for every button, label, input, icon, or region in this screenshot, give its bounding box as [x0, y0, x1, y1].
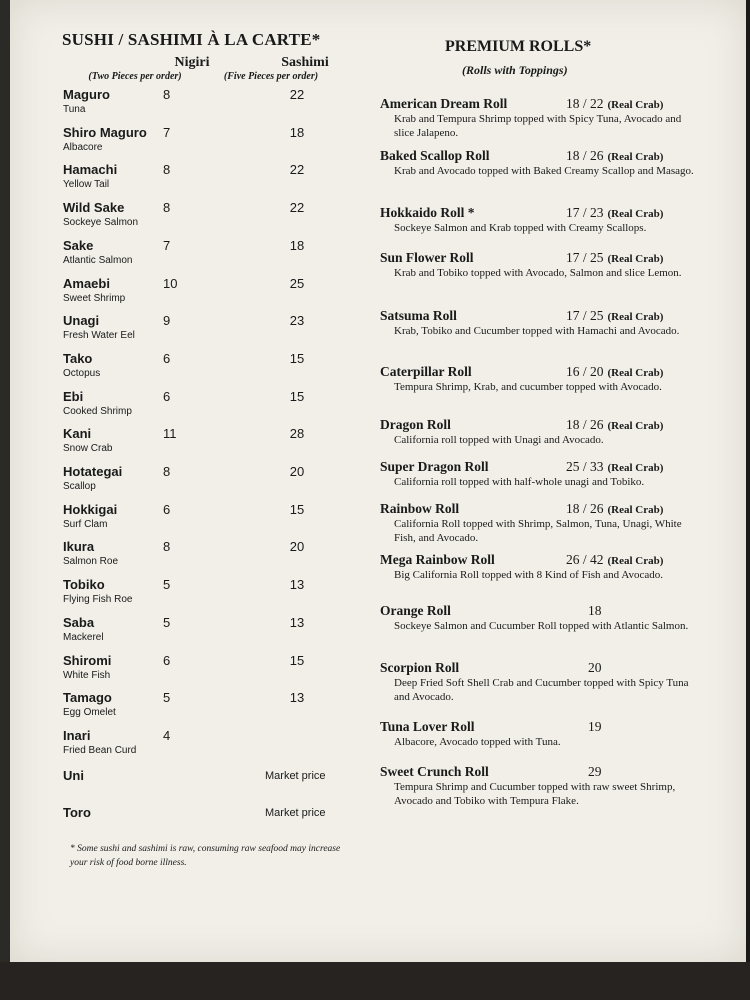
sushi-item: [63, 615, 353, 651]
roll-name: American Dream Roll: [380, 96, 508, 111]
real-crab-label: (Real Crab): [607, 151, 664, 163]
roll-price-value: 18: [588, 603, 602, 618]
sushi-english-name: Fried Bean Curd: [63, 745, 137, 756]
real-crab-label: (Real Crab): [607, 462, 664, 474]
raw-seafood-disclaimer: * Some sushi and sashimi is raw, consuming raw seafood may increase your risk of food borne illness.: [70, 844, 341, 868]
roll-description: Sockeye Salmon and Krab topped with Creamy Scallops.: [394, 222, 647, 234]
roll-price: [566, 148, 663, 164]
sushi-english-name: Tuna: [63, 104, 86, 115]
sushi-item: [63, 238, 353, 274]
nigiri-price: 6: [163, 389, 171, 404]
nigiri-subheader: (Two Pieces per order): [88, 71, 182, 82]
roll-description: California Roll topped with Shrimp, Salmon, Tuna, Unagi, White Fish, and Avocado.: [394, 518, 682, 544]
roll-price: [566, 552, 663, 568]
roll-price-value: 18 / 26: [566, 417, 604, 432]
nigiri-price: 9: [163, 313, 171, 328]
roll-description: Krab and Tempura Shrimp topped with Spicy Tuna, Avocado and slice Jalapeno.: [394, 113, 682, 139]
rolls-section-title: PREMIUM ROLLS*: [445, 38, 592, 55]
roll-price: [588, 719, 602, 735]
sushi-name: Hokkigai: [63, 502, 118, 517]
sushi-name: Inari: [63, 728, 91, 743]
nigiri-price: 6: [163, 502, 171, 517]
roll-name: Baked Scallop Roll: [380, 148, 490, 163]
roll-price-value: 18 / 22: [566, 96, 604, 111]
sushi-item: [63, 389, 353, 425]
nigiri-price: 7: [163, 238, 171, 253]
roll-description: Krab, Tobiko and Cucumber topped with Hamachi and Avocado.: [394, 325, 680, 337]
sushi-name: Unagi: [63, 313, 100, 328]
nigiri-price: 6: [163, 653, 171, 668]
sushi-english-name: Cooked Shrimp: [63, 406, 132, 417]
roll-price-value: 26 / 42: [566, 552, 604, 567]
sushi-item: [63, 162, 353, 198]
sushi-item: [63, 426, 353, 462]
sushi-item: [63, 87, 353, 123]
sashimi-price: 15: [289, 653, 305, 668]
sushi-english-name: Scallop: [63, 481, 96, 492]
roll-description: Albacore, Avocado topped with Tuna.: [394, 736, 561, 748]
sushi-name: Ikura: [63, 539, 95, 554]
roll-description: California roll topped with half-whole unagi and Tobiko.: [394, 476, 645, 488]
sushi-name: Tobiko: [63, 577, 105, 592]
sushi-english-name: Fresh Water Eel: [63, 330, 135, 341]
sushi-english-name: Salmon Roe: [63, 556, 119, 567]
sushi-name: Ebi: [63, 389, 84, 404]
sushi-english-name: Mackerel: [63, 632, 104, 643]
roll-price: [566, 501, 663, 517]
sushi-item: [63, 276, 353, 312]
sushi-english-name: Egg Omelet: [63, 707, 116, 718]
sushi-name: Shiromi: [63, 653, 112, 668]
sashimi-price: 28: [289, 426, 305, 441]
nigiri-price: 6: [163, 351, 171, 366]
roll-description: California roll topped with Unagi and Avocado.: [394, 434, 604, 446]
sashimi-price: 15: [289, 389, 305, 404]
sashimi-price: 23: [289, 313, 305, 328]
roll-description: Deep Fried Soft Shell Crab and Cucumber topped with Spicy Tuna and Avocado.: [394, 677, 689, 703]
roll-price-value: 17 / 25: [566, 250, 604, 265]
roll-price: [566, 417, 663, 433]
nigiri-price: 8: [163, 464, 171, 479]
sashimi-price: 20: [289, 539, 305, 554]
sashimi-price: 18: [289, 238, 305, 253]
roll-name: Mega Rainbow Roll: [380, 552, 495, 567]
roll-description: Big California Roll topped with 8 Kind of Fish and Avocado.: [394, 569, 663, 581]
roll-price-value: 18 / 26: [566, 148, 604, 163]
sushi-item: [63, 502, 353, 538]
sushi-item: [63, 200, 353, 236]
sushi-name: Tako: [63, 351, 93, 366]
nigiri-price: 8: [163, 162, 171, 177]
market-price: Market price: [265, 807, 326, 819]
sushi-name: Uni: [63, 768, 84, 783]
sushi-item: [63, 351, 353, 387]
roll-price: [588, 660, 602, 676]
sashimi-price: 22: [289, 162, 305, 177]
sashimi-price: 15: [289, 502, 305, 517]
roll-name: Dragon Roll: [380, 417, 451, 432]
roll-price-value: 16 / 20: [566, 364, 604, 379]
roll-name: Scorpion Roll: [380, 660, 460, 675]
sushi-item: [63, 125, 353, 161]
sushi-item: [63, 653, 353, 689]
nigiri-price: 8: [163, 539, 171, 554]
sashimi-price: 18: [289, 125, 305, 140]
sashimi-header: Sashimi: [281, 55, 329, 70]
sushi-english-name: White Fish: [63, 670, 111, 681]
sushi-english-name: Sweet Shrimp: [63, 293, 126, 304]
roll-price-value: 17 / 25: [566, 308, 604, 323]
nigiri-price: 10: [163, 276, 178, 291]
roll-name: Orange Roll: [380, 603, 451, 618]
sushi-english-name: Albacore: [63, 142, 103, 153]
nigiri-price: 8: [163, 200, 171, 215]
sushi-name: Maguro: [63, 87, 110, 102]
roll-name: Satsuma Roll: [380, 308, 457, 323]
binder-edge: [0, 0, 10, 962]
sushi-english-name: Flying Fish Roe: [63, 594, 133, 605]
sashimi-price: 15: [289, 351, 305, 366]
roll-name: Hokkaido Roll *: [380, 205, 475, 220]
sushi-name: Hotategai: [63, 464, 123, 479]
market-price: Market price: [265, 770, 326, 782]
sushi-name: Tamago: [63, 690, 112, 705]
menu-page: [10, 0, 746, 962]
real-crab-label: (Real Crab): [607, 253, 664, 265]
roll-price: [566, 250, 663, 266]
nigiri-price: 11: [163, 426, 177, 441]
roll-name: Rainbow Roll: [380, 501, 460, 516]
roll-description: Krab and Tobiko topped with Avocado, Salmon and slice Lemon.: [394, 267, 682, 279]
sushi-item: [63, 577, 353, 613]
sushi-english-name: Snow Crab: [63, 443, 113, 454]
nigiri-price: 7: [163, 125, 171, 140]
roll-price-value: 25 / 33: [566, 459, 604, 474]
sashimi-price: 13: [289, 615, 305, 630]
sushi-english-name: Surf Clam: [63, 519, 108, 530]
roll-price-value: 20: [588, 660, 602, 675]
sushi-name: Kani: [63, 426, 92, 441]
sushi-english-name: Atlantic Salmon: [63, 255, 133, 266]
roll-name: Tuna Lover Roll: [380, 719, 475, 734]
real-crab-label: (Real Crab): [607, 208, 664, 220]
real-crab-label: (Real Crab): [607, 504, 664, 516]
sushi-item: [63, 539, 353, 575]
nigiri-price: 5: [163, 690, 171, 705]
sashimi-price: 22: [289, 200, 305, 215]
roll-price-value: 29: [588, 764, 602, 779]
sushi-english-name: Yellow Tail: [63, 179, 110, 190]
roll-price-value: 19: [588, 719, 602, 734]
market-item: [63, 768, 353, 804]
nigiri-price: 4: [163, 728, 171, 743]
roll-description: Krab and Avocado topped with Baked Creamy Scallop and Masago.: [394, 165, 694, 177]
roll-description: Tempura Shrimp and Cucumber topped with raw sweet Shrimp, Avocado and Tobiko with Tempura Flake.: [394, 781, 676, 807]
sushi-english-name: Octopus: [63, 368, 101, 379]
sushi-english-name: Sockeye Salmon: [63, 217, 139, 228]
sushi-name: Shiro Maguro: [63, 125, 147, 140]
table-surface: [0, 962, 750, 1000]
sushi-item: [63, 464, 353, 500]
real-crab-label: (Real Crab): [607, 311, 664, 323]
roll-description: Sockeye Salmon and Cucumber Roll topped with Atlantic Salmon.: [394, 620, 689, 632]
sushi-name: Saba: [63, 615, 95, 630]
sushi-item: [63, 313, 353, 349]
sushi-item: [63, 728, 353, 764]
sushi-name: Hamachi: [63, 162, 118, 177]
sushi-name: Wild Sake: [63, 200, 125, 215]
sushi-section-title: SUSHI / SASHIMI À LA CARTE*: [62, 30, 321, 49]
real-crab-label: (Real Crab): [607, 420, 664, 432]
sushi-name: Sake: [63, 238, 94, 253]
sushi-name: Toro: [63, 805, 91, 820]
nigiri-price: 5: [163, 615, 171, 630]
roll-price-value: 18 / 26: [566, 501, 604, 516]
sushi-item: [63, 690, 353, 726]
real-crab-label: (Real Crab): [607, 555, 664, 567]
real-crab-label: (Real Crab): [607, 367, 664, 379]
roll-name: Sweet Crunch Roll: [380, 764, 489, 779]
roll-price-value: 17 / 23: [566, 205, 604, 220]
sashimi-subheader: (Five Pieces per order): [223, 71, 319, 82]
roll-name: Super Dragon Roll: [380, 459, 489, 474]
roll-price: [588, 764, 602, 780]
rolls-section-subtitle: (Rolls with Toppings): [462, 63, 568, 77]
roll-name: Caterpillar Roll: [380, 364, 472, 379]
roll-price: [566, 308, 663, 324]
sashimi-price: 13: [289, 690, 305, 705]
sushi-name: Amaebi: [63, 276, 110, 291]
real-crab-label: (Real Crab): [607, 99, 664, 111]
sashimi-price: 25: [289, 276, 305, 291]
nigiri-price: 5: [163, 577, 171, 592]
nigiri-header: Nigiri: [174, 55, 210, 70]
roll-price: [588, 603, 602, 619]
roll-description: Tempura Shrimp, Krab, and cucumber topped with Avocado.: [394, 381, 662, 393]
sashimi-price: 20: [289, 464, 305, 479]
roll-name: Sun Flower Roll: [380, 250, 474, 265]
nigiri-price: 8: [163, 87, 171, 102]
sashimi-price: 22: [289, 87, 305, 102]
roll-price: [566, 459, 663, 475]
roll-price: [566, 96, 663, 112]
sashimi-price: 13: [289, 577, 305, 592]
market-item: [63, 805, 353, 841]
roll-price: [566, 364, 663, 380]
roll-price: [566, 205, 663, 221]
